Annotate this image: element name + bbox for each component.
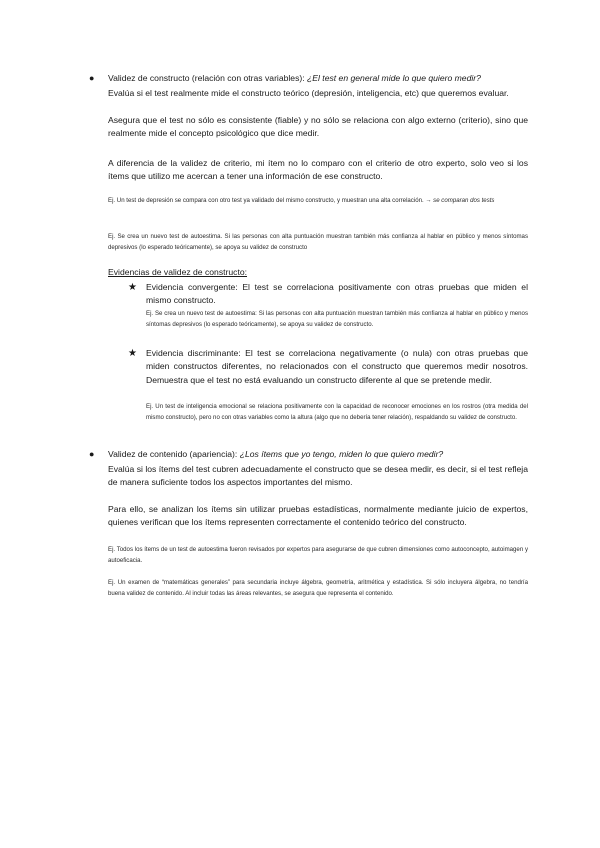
bullet-dot: ● [89, 73, 95, 83]
bullet-dot: ● [89, 449, 95, 459]
star-icon: ★ [128, 282, 137, 293]
convergente-example: Ej. Se crea un nuevo test de autoestima: Si las personas con alta puntuación muestran también más confianza al hablar en público y menos síntomas depresivos (lo esperado teóricamente), se apoya su validez de constructo. [146, 310, 528, 328]
constructo-example-1-italic: se comparan dos tests [433, 197, 495, 204]
star-icon: ★ [128, 348, 137, 359]
contenido-heading: Validez de contenido (apariencia): [108, 449, 240, 459]
constructo-question: ¿El test en general mide lo que quiero medir? [307, 73, 481, 83]
constructo-paragraph-1: Evalúa si el test realmente mide el constructo teórico (depresión, inteligencia, etc) que queremos evaluar. [108, 88, 509, 98]
constructo-paragraph-3: A diferencia de la validez de criterio, mi ítem no lo comparo con el criterio de otro experto, solo veo si los ítems que utilizo me acercan a tener una información de ese constructo. [108, 158, 528, 182]
constructo-heading: Validez de constructo (relación con otras variables): [108, 73, 308, 83]
contenido-paragraph-1: Evalúa si los ítems del test cubren adecuadamente el constructo que se desea medir, es decir, si el test refleja de manera suficiente todos los aspectos importantes del mismo. [108, 464, 528, 488]
contenido-question: ¿Los ítems que yo tengo, miden lo que quiero medir? [239, 449, 444, 459]
constructo-example-2: Ej. Se crea un nuevo test de autoestima. Si las personas con alta puntuación muestran también más confianza al hablar en público y menos síntomas depresivos (lo esperado teóricamente), se apoya su validez de constructo [108, 233, 528, 251]
discriminante-example: Ej. Un test de inteligencia emocional se relaciona positivamente con la capacidad de reconocer emociones en los rostros (otra medida del mismo constructo), pero no con otras variables como la altura (algo que no debería tener relación), respaldando su validez de constructo. [146, 403, 528, 421]
contenido-example-1: Ej. Todos los ítems de un test de autoestima fueron revisados por expertos para asegurarse de que cubren dimensiones como autoconcepto, autoimagen y autoeficacia. [108, 546, 528, 564]
constructo-example-1 [108, 196, 528, 207]
constructo-heading-line [108, 72, 528, 85]
contenido-heading-line [108, 448, 528, 461]
contenido-paragraph-2: Para ello, se analizan los ítems sin utilizar pruebas estadísticas, normalmente mediante juicio de expertos, quienes verifican que los ítems representen correctamente el contenido teórico del constructo. [108, 504, 528, 528]
constructo-example-1-text: Ej. Un test de depresión se compara con otro test ya validado del mismo constructo, y muestran una alta correlación. → [108, 197, 434, 204]
constructo-paragraph-2: Asegura que el test no sólo es consistente (fiable) y no sólo se relaciona con algo externo (criterio), sino que realmente mide el concepto psicológico que dice medir. [108, 115, 528, 139]
contenido-example-2: Ej. Un examen de “matemáticas generales” para secundaria incluye álgebra, geometría, aritmética y estadística. Si sólo incluyera álgebra, no tendría buena validez de contenido. Al incluir todas las áreas relevantes, se asegura que representa el contenido. [108, 579, 528, 597]
discriminante-text: Evidencia discriminante: El test se correlaciona negativamente (o nula) con otras pruebas que miden constructos diferentes, no relacionados con el constructo que queremos medir nosotros. Demuestra que el test no está evaluando un constructo diferente al que se pretende medir. [146, 348, 528, 385]
evidencias-title: Evidencias de validez de constructo: [108, 267, 248, 277]
evidencias-title-line [108, 266, 528, 279]
convergente-text: Evidencia convergente: El test se correlaciona positivamente con otras pruebas que miden el mismo constructo. [146, 282, 528, 306]
